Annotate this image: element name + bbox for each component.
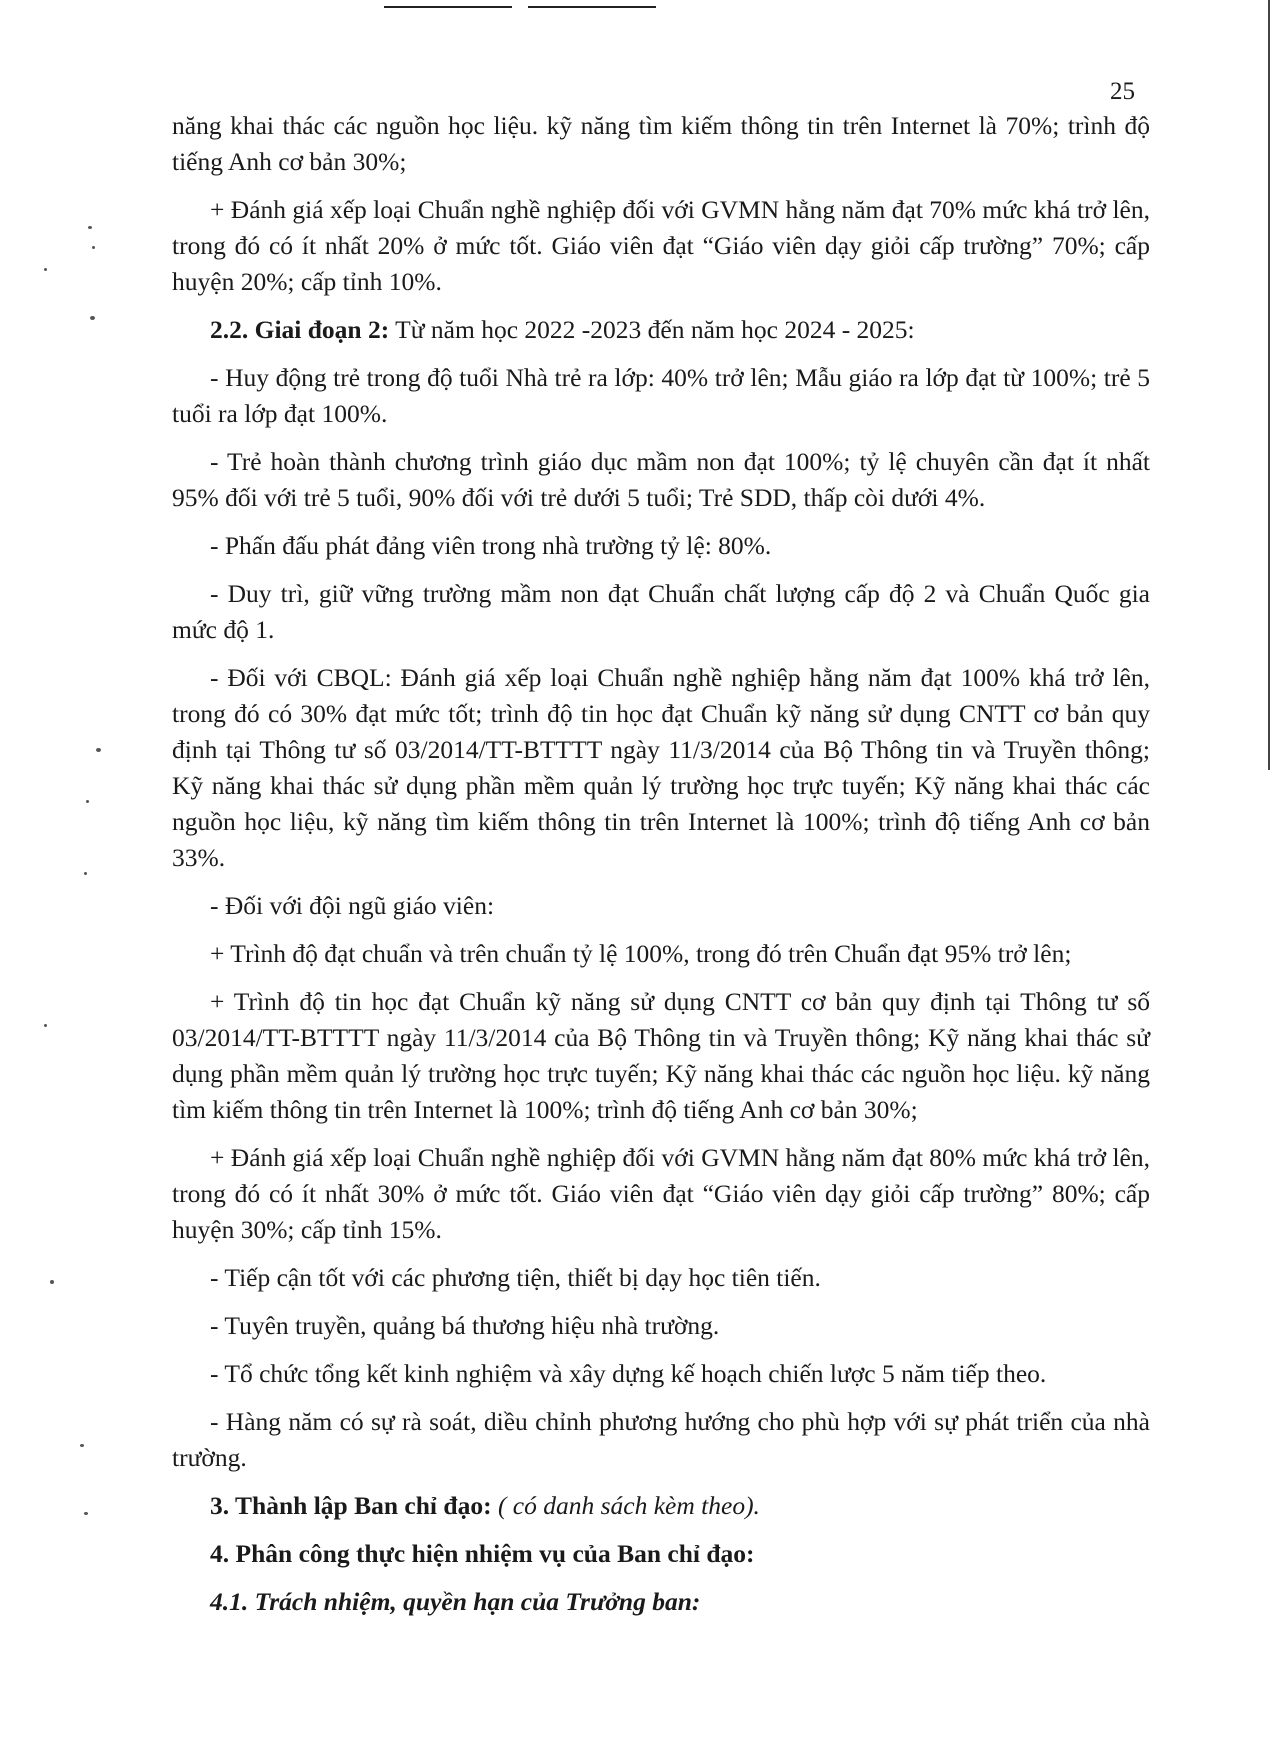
- section-heading-4-1: [172, 1584, 1150, 1620]
- page-number: 25: [1110, 78, 1135, 105]
- paragraph-party-members: - Phấn đấu phát đảng viên trong nhà trường tỷ lệ: 80%.: [210, 531, 772, 560]
- scan-speck: [44, 1024, 47, 1027]
- section-3-note: ( có danh sách kèm theo).: [491, 1491, 760, 1520]
- paragraph-teacher-qualification: + Trình độ đạt chuẩn và trên chuẩn tỷ lệ 100%, trong đó trên Chuẩn đạt 95% trở lên;: [210, 939, 1072, 968]
- paragraph-branding: - Tuyên truyền, quảng bá thương hiệu nhà trường.: [210, 1311, 720, 1340]
- section-heading-4: [172, 1536, 1150, 1572]
- paragraph-teachers-heading: - Đối với đội ngũ giáo viên:: [210, 891, 495, 920]
- scan-speck: [84, 872, 87, 875]
- section-heading-label: 2.2. Giai đoạn 2:: [210, 315, 390, 344]
- section-4-1-label: 4.1. Trách nhiệm, quyền hạn của Trưởng ban:: [210, 1587, 701, 1616]
- section-heading-3: [172, 1488, 1150, 1524]
- paragraph-gvmn-rating-phase2: + Đánh giá xếp loại Chuẩn nghề nghiệp đối với GVMN hằng năm đạt 80% mức khá trở lên, trong đó có ít nhất 30% ở mức tốt. Giáo viên đạt “Giáo viên dạy giỏi cấp trường” 80%; cấp huyện 30%; cấp tỉnh 15%.: [172, 1143, 1150, 1244]
- scan-speck: [86, 800, 89, 803]
- scan-speck: [90, 316, 95, 320]
- paragraph-gvmn-rating-phase1: + Đánh giá xếp loại Chuẩn nghề nghiệp đối với GVMN hằng năm đạt 70% mức khá trở lên, trong đó có ít nhất 20% ở mức tốt. Giáo viên đạt “Giáo viên dạy giỏi cấp trường” 70%; cấp huyện 20%; cấp tỉnh 10%.: [172, 195, 1150, 296]
- document-body: [172, 108, 1150, 1632]
- paragraph-quality-standard: - Duy trì, giữ vững trường mầm non đạt Chuẩn chất lượng cấp độ 2 và Chuẩn Quốc gia mức độ 1.: [172, 579, 1150, 644]
- scan-speck: [44, 268, 47, 271]
- section-heading-text: Từ năm học 2022 -2023 đến năm học 2024 - 2025:: [389, 315, 915, 344]
- paragraph-annual-review: - Hàng năm có sự rà soát, diều chỉnh phương hướng cho phù hợp với sự phát triển của nhà trường.: [172, 1407, 1150, 1472]
- scan-speck: [80, 1444, 84, 1447]
- paragraph-equipment: - Tiếp cận tốt với các phương tiện, thiết bị dạy học tiên tiến.: [210, 1263, 821, 1292]
- paragraph-teacher-it-skills: + Trình độ tin học đạt Chuẩn kỹ năng sử dụng CNTT cơ bản quy định tại Thông tư số 03/2014/TT-BTTTT ngày 11/3/2014 của Bộ Thông tin và Truyền thông; Kỹ năng khai thác sử dụng phần mềm quản lý trường học trực tuyến; Kỹ năng khai thác các nguồn học liệu. kỹ năng tìm kiếm thông tin trên Internet là 100%; trình độ tiếng Anh cơ bản 30%;: [172, 987, 1150, 1124]
- scan-speck: [50, 1280, 54, 1284]
- scan-speck: [88, 226, 92, 229]
- paragraph-continued: năng khai thác các nguồn học liệu. kỹ năng tìm kiếm thông tin trên Internet là 70%; trình độ tiếng Anh cơ bản 30%;: [172, 111, 1150, 176]
- header-rule-right: [528, 6, 656, 8]
- section-3-label: 3. Thành lập Ban chỉ đạo:: [210, 1491, 492, 1520]
- page-edge-line: [1268, 0, 1270, 770]
- section-4-label: 4. Phân công thực hiện nhiệm vụ của Ban chỉ đạo:: [210, 1539, 755, 1568]
- paragraph-program-completion: - Trẻ hoàn thành chương trình giáo dục mầm non đạt 100%; tỷ lệ chuyên cần đạt ít nhất 95% đối với trẻ 5 tuổi, 90% đối với trẻ dưới 5 tuổi; Trẻ SDD, thấp còi dưới 4%.: [172, 447, 1150, 512]
- scan-speck: [96, 748, 101, 752]
- scan-speck: [92, 246, 95, 249]
- paragraph-strategic-plan: - Tổ chức tổng kết kinh nghiệm và xây dựng kế hoạch chiến lược 5 năm tiếp theo.: [210, 1359, 1047, 1388]
- paragraph-cbql: - Đối với CBQL: Đánh giá xếp loại Chuẩn nghề nghiệp hằng năm đạt 100% khá trở lên, trong đó có 30% đạt mức tốt; trình độ tin học đạt Chuẩn kỹ năng sử dụng CNTT cơ bản quy định tại Thông tư số 03/2014/TT-BTTTT ngày 11/3/2014 của Bộ Thông tin và Truyền thông; Kỹ năng khai thác sử dụng phần mềm quản lý trường học trực tuyến; Kỹ năng khai thác các nguồn học liệu, kỹ năng tìm kiếm thông tin trên Internet là 100%; trình độ tiếng Anh cơ bản 33%.: [172, 663, 1150, 872]
- header-rule-left: [384, 6, 512, 8]
- paragraph-enrollment: - Huy động trẻ trong độ tuổi Nhà trẻ ra lớp: 40% trở lên; Mẫu giáo ra lớp đạt từ 100%; trẻ 5 tuổi ra lớp đạt 100%.: [172, 363, 1150, 428]
- scan-speck: [84, 1512, 88, 1515]
- section-heading-2-2: [172, 312, 1150, 348]
